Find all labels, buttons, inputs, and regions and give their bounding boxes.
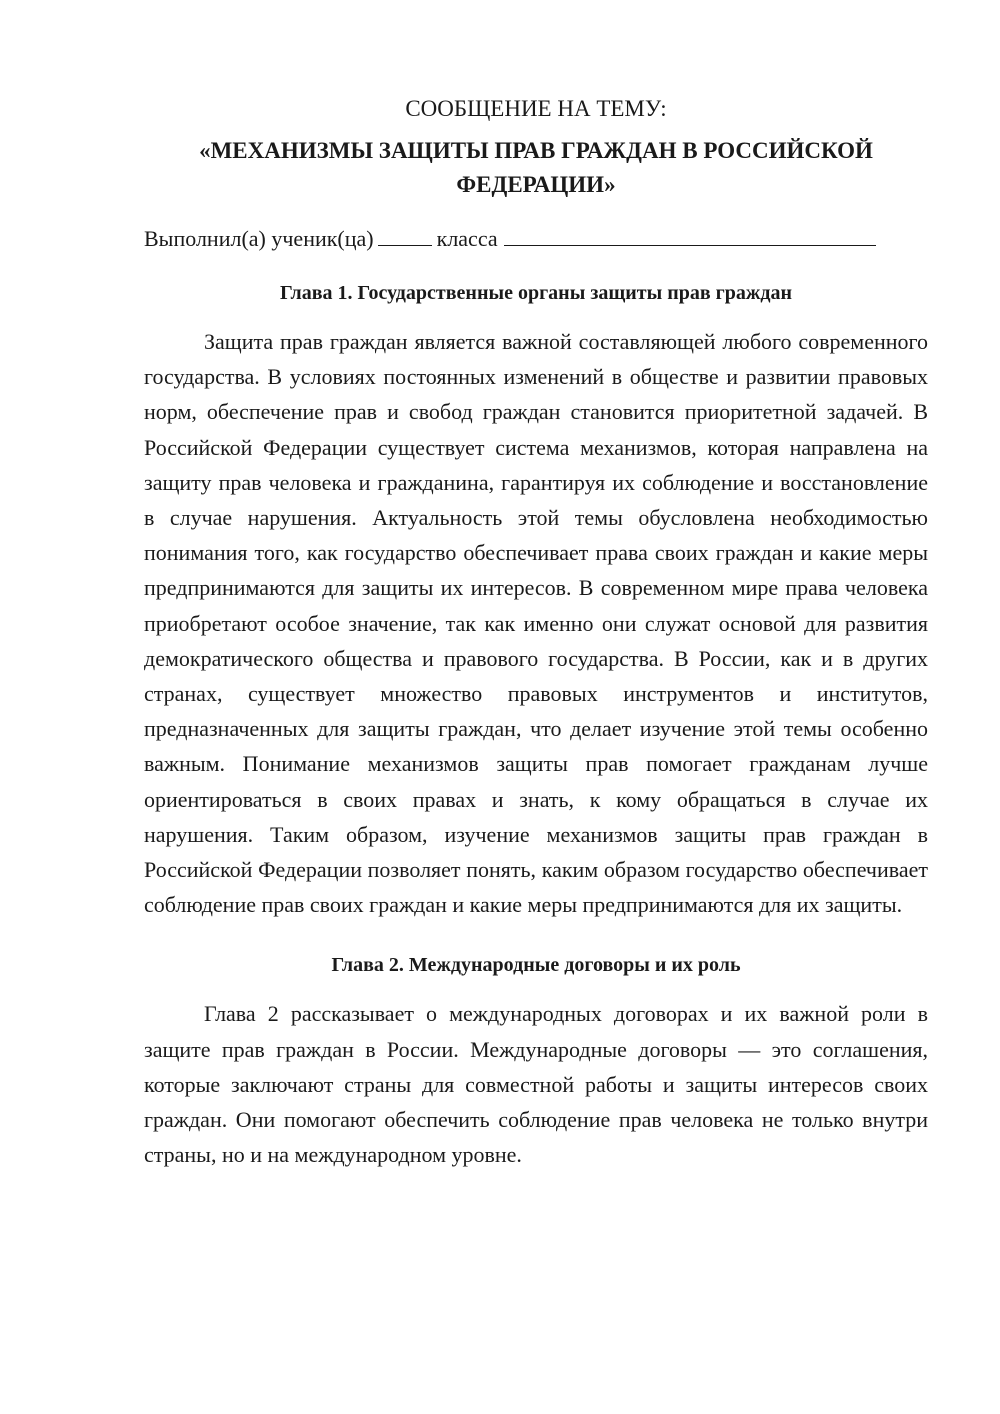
student-name-blank bbox=[504, 223, 876, 246]
student-label: Выполнил(а) ученик(ца) bbox=[144, 226, 374, 251]
chapter-2-paragraph: Глава 2 рассказывает о международных договорах и их важной роли в защите прав граждан в России. Международные договоры — это соглашения, которые заключают страны для совместной работы и защиты интересов своих граждан. Они помогают обеспечить соблюдение прав человека не только внутри страны, но и на международном уровне. bbox=[144, 1001, 928, 1168]
document-title: «МЕХАНИЗМЫ ЗАЩИТЫ ПРАВ ГРАЖДАН В РОССИЙСКОЙ ФЕДЕРАЦИИ» bbox=[199, 138, 873, 197]
chapter-1-heading: Глава 1. Государственные органы защиты прав граждан bbox=[280, 282, 792, 304]
chapter-2-heading: Глава 2. Международные договоры и их роль bbox=[331, 954, 741, 977]
chapter-1-paragraph: Защита прав граждан является важной составляющей любого современного государства. В условиях постоянных изменений в обществе и развитии правовых норм, обеспечение прав и свобод граждан становится приоритетной задачей. В Российской Федерации существует система механизмов, которая направлена на защиту прав человека и гражданина, гарантируя их соблюдение и восстановление в случае нарушения. Актуальность этой темы обусловлена необходимостью понимания того, как государство обеспечивает права своих граждан и какие меры предпринимаются для защиты их интересов. В современном мире права человека приобретают особое значение, так как именно они служат основой для развития демократического общества и правового государства. В России, как и в других странах, существует множество правовых инструментов и институтов, предназначенных для защиты граждан, что делает изучение этой темы особенно важным. Понимание механизмов защиты прав помогает гражданам лучше ориентироваться в своих правах и знать, к кому обращаться в случае их нарушения. Таким образом, изучение механизмов защиты прав граждан в Российской Федерации позволяет понять, каким образом государство обеспечивает соблюдение прав своих граждан и какие меры предпринимаются для их защиты. bbox=[144, 329, 928, 918]
student-info-line bbox=[144, 222, 928, 256]
class-number-blank bbox=[378, 223, 432, 246]
class-label: класса bbox=[436, 226, 498, 251]
document-title-prefix: СООБЩЕНИЕ НА ТЕМУ: bbox=[405, 96, 667, 121]
document-page bbox=[144, 92, 928, 1172]
